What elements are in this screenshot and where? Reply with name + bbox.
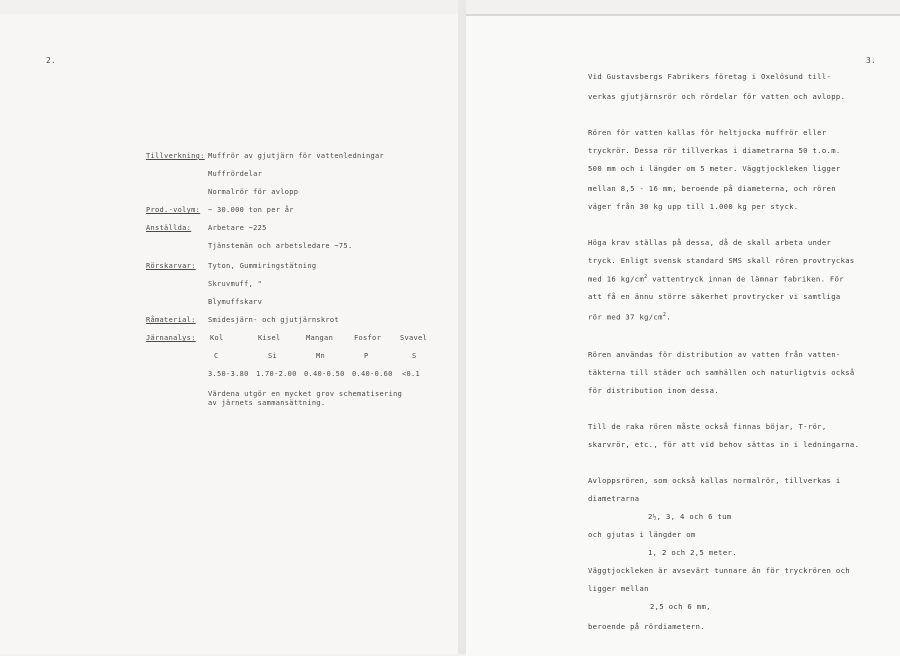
value-line: ~ 30.000 ton per år [208, 206, 294, 214]
value-line: Normalrör för avlopp [208, 188, 299, 196]
analysis-header: Kisel [258, 334, 281, 342]
analysis-value: <0.1 [402, 370, 421, 378]
text-line: att få en ännu större säkerhet provtrycker vi samtliga [588, 292, 841, 301]
analysis-symbol: Si [268, 352, 278, 360]
value-line: Muffrördelar [208, 170, 263, 178]
text-line: tryck. Enligt svensk standard SMS skall rören provtryckas [588, 256, 855, 265]
page-number-right: 3. [866, 56, 876, 65]
text-line: väger från 30 kg upp till 1.000 kg per styck. [588, 202, 799, 211]
text-line: för distribution inom dessa. [588, 386, 719, 395]
analysis-header: Svavel [400, 334, 428, 342]
text-line: mellan 8,5 - 16 mm, beroende på diameterna, och rören [588, 184, 836, 193]
text-fragment: . [666, 312, 671, 322]
text-line: Till de raka rören måste också finnas böjar, T-rör, [588, 422, 827, 431]
book-gutter [458, 0, 466, 654]
analysis-value: 1.70-2.00 [256, 370, 297, 378]
value-line: Tyton, Gummiringstätning [208, 262, 317, 270]
text-line: Väggtjockleken är avsevärt tunnare än för tryckrören och [588, 566, 850, 575]
value-line: Blymuffskarv [208, 298, 263, 306]
value-line: Arbetare ~225 [208, 224, 267, 232]
note-line: av järnets sammansättning. [208, 399, 326, 407]
text-line: Rören användas för distribution av vatten från vatten- [588, 350, 841, 359]
text-line: 2,5 och 6 mm, [650, 602, 711, 611]
text-line: Avloppsrören, som också kallas normalrör, tillverkas i [588, 476, 841, 485]
analysis-header: Fosfor [354, 334, 382, 342]
text-fragment: vattentryck innan de lämnar fabriken. För [647, 274, 844, 284]
superscript: 2 [644, 274, 648, 280]
value-line: Muffrör av gjutjärn för vattenledningar [208, 152, 385, 160]
analysis-value: 0.40-0.60 [352, 370, 393, 378]
value-line: Skruvmuff, " [208, 280, 263, 288]
text-fragment: , 3, 4 och 6 tum [656, 512, 732, 521]
value-line: Smidesjärn- och gjutjärnskrot [208, 316, 339, 324]
text-line: Höga krav ställas på dessa, då de skall arbeta under [588, 238, 832, 247]
analysis-header: Kol [210, 334, 224, 342]
label-anstallda: Anställda: [146, 224, 192, 232]
text-line: diametrarna [588, 494, 640, 503]
label-ramaterial: Råmaterial: [146, 316, 196, 324]
text-line: skarvrör, etc., för att vid behov sättas in i ledningarna. [588, 440, 860, 449]
text-line: 500 mm och i längder om 5 meter. Väggtjockleken ligger [588, 164, 841, 173]
left-page [0, 14, 458, 654]
label-tillverkning: Tillverkning: [146, 152, 205, 160]
analysis-value: 0.40-0.50 [304, 370, 345, 378]
text-line: Rören för vatten kallas för heltjocka muffrör eller [588, 128, 827, 137]
fraction: ½ [652, 514, 657, 521]
text-fragment: rör med 37 kg/cm [588, 312, 663, 322]
text-line: tryckrör. Dessa rör tillverkas i diametrarna 50 t.o.m. [588, 146, 841, 155]
text-line: täkterna till städer och samhällen och naturligtvis också [588, 368, 855, 377]
text-line [588, 312, 671, 321]
right-page [466, 14, 900, 656]
text-line [588, 274, 844, 283]
analysis-value: 3.50-3.80 [208, 370, 249, 378]
superscript: 2 [662, 312, 667, 318]
text-line: 1, 2 och 2,5 meter. [648, 548, 737, 557]
text-line: och gjutas i längder om [588, 530, 696, 539]
value-line: Tjänstemän och arbetsledare ~75. [208, 242, 353, 250]
text-line: ligger mellan [588, 584, 649, 593]
text-line: beroende på rördiametern. [588, 622, 705, 631]
text-line [648, 512, 732, 521]
text-line: verkas gjutjärnsrör och rördelar för vatten och avlopp. [588, 92, 846, 101]
text-fragment: 2 [648, 512, 653, 521]
label-jarnanalys: Järnanalys: [146, 334, 196, 342]
note-line: Värdena utgör en mycket grov schematisering [208, 390, 403, 398]
analysis-symbol: P [364, 352, 369, 360]
label-rorskarvar: Rörskarvar: [146, 262, 196, 270]
analysis-symbol: S [412, 352, 417, 360]
page-number-left: 2. [46, 56, 56, 65]
analysis-header: Mangan [306, 334, 334, 342]
text-fragment: med 16 kg/cm [588, 274, 645, 284]
analysis-symbol: C [214, 352, 219, 360]
label-prod-volym: Prod.-volym: [146, 206, 201, 214]
analysis-symbol: Mn [316, 352, 326, 360]
text-line: Vid Gustavsbergs Fabrikers företag i Oxelösund till- [588, 72, 832, 81]
